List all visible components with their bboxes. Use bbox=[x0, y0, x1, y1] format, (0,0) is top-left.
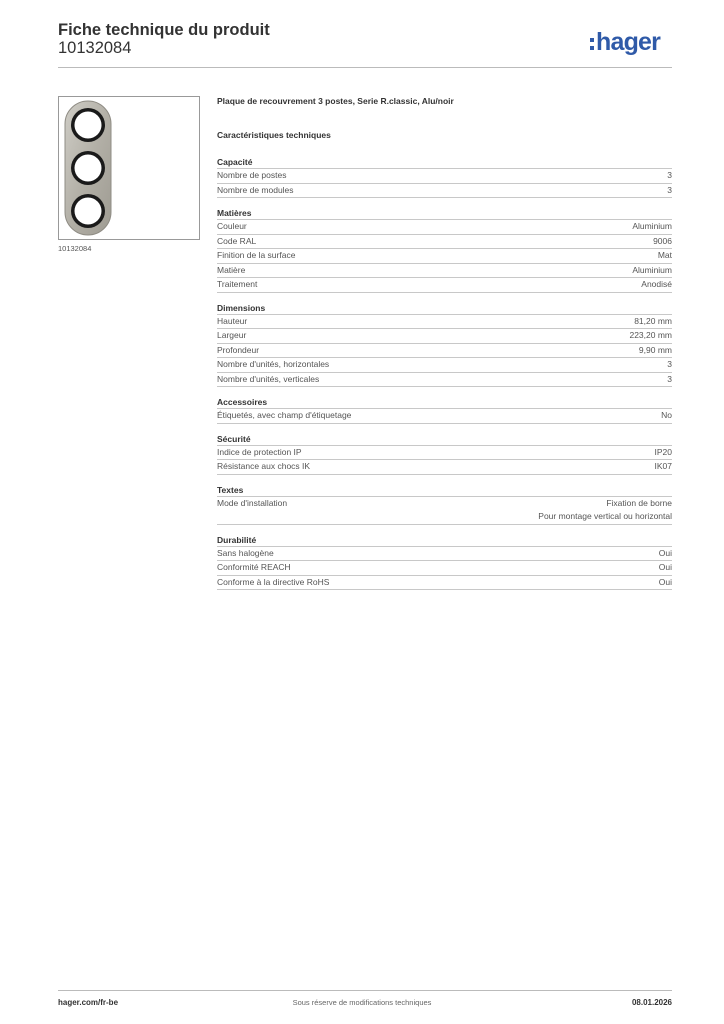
spec-table bbox=[217, 156, 672, 599]
footer-divider bbox=[58, 990, 672, 991]
spec-value-line: Oui bbox=[658, 562, 672, 572]
spec-value-line: Aluminium bbox=[632, 264, 672, 275]
spec-group bbox=[217, 433, 672, 475]
spec-label: Profondeur bbox=[217, 344, 260, 355]
spec-label: Nombre de modules bbox=[217, 184, 294, 195]
spec-label: Code RAL bbox=[217, 235, 257, 246]
spec-value-line: Oui bbox=[658, 547, 672, 558]
spec-group bbox=[217, 207, 672, 293]
spec-row bbox=[217, 329, 672, 344]
spec-row bbox=[217, 169, 672, 184]
spec-label: Hauteur bbox=[217, 315, 248, 326]
cover-plate-illustration bbox=[59, 97, 199, 239]
spec-value bbox=[641, 278, 672, 292]
spec-value-line: IP20 bbox=[654, 446, 672, 457]
page-title: Fiche technique du produit bbox=[58, 21, 270, 39]
spec-label: Nombre d'unités, horizontales bbox=[217, 359, 330, 369]
spec-row bbox=[217, 278, 672, 293]
spec-group bbox=[217, 156, 672, 198]
footer-disclaimer: Sous réserve de modifications techniques bbox=[292, 998, 432, 1007]
spec-label: Sans halogène bbox=[217, 547, 274, 558]
spec-row bbox=[217, 561, 672, 576]
hager-logo bbox=[590, 27, 660, 57]
spec-value bbox=[629, 329, 672, 343]
spec-row bbox=[217, 235, 672, 250]
spec-value bbox=[538, 497, 672, 524]
spec-value bbox=[659, 561, 672, 575]
spec-label: Traitement bbox=[217, 279, 258, 289]
spec-value-line: 223,20 mm bbox=[629, 330, 672, 340]
spec-value-line: Mat bbox=[657, 250, 672, 260]
header-divider bbox=[58, 67, 672, 68]
spec-group-title: Durabilité bbox=[217, 534, 672, 547]
spec-value bbox=[653, 235, 672, 249]
logo-wordmark: hager bbox=[596, 27, 661, 56]
spec-value bbox=[632, 264, 672, 278]
image-caption: 10132084 bbox=[58, 244, 92, 253]
spec-value bbox=[667, 373, 672, 387]
spec-row bbox=[217, 409, 672, 424]
spec-value bbox=[667, 169, 672, 183]
spec-row bbox=[217, 249, 672, 264]
spec-row bbox=[217, 373, 672, 388]
spec-value-line: Anodisé bbox=[641, 279, 672, 289]
spec-label: Nombre d'unités, verticales bbox=[217, 373, 320, 384]
spec-value bbox=[659, 547, 672, 561]
spec-label: Conformité REACH bbox=[217, 562, 291, 572]
spec-value-line: IK07 bbox=[654, 461, 672, 471]
spec-value-line: 3 bbox=[667, 359, 672, 369]
spec-label: Finition de la surface bbox=[217, 250, 296, 260]
logo-dots-icon bbox=[590, 38, 594, 50]
spec-row bbox=[217, 460, 672, 475]
spec-value bbox=[655, 460, 673, 474]
spec-group bbox=[217, 302, 672, 388]
spec-group-title: Accessoires bbox=[217, 396, 672, 409]
spec-value-line: Oui bbox=[658, 576, 672, 587]
spec-value-line: 81,20 mm bbox=[634, 315, 672, 326]
spec-value-line: Pour montage vertical ou horizontal bbox=[538, 511, 672, 521]
spec-heading: Caractéristiques techniques bbox=[217, 130, 331, 140]
spec-group-title: Sécurité bbox=[217, 433, 672, 446]
spec-value-line: Fixation de borne bbox=[606, 497, 672, 508]
spec-row bbox=[217, 184, 672, 199]
spec-row bbox=[217, 315, 672, 330]
spec-label: Indice de protection IP bbox=[217, 446, 302, 457]
spec-value bbox=[655, 446, 673, 460]
footer-date: 08.01.2026 bbox=[631, 998, 672, 1007]
spec-value bbox=[632, 220, 672, 234]
product-reference: 10132084 bbox=[58, 39, 132, 57]
spec-row bbox=[217, 264, 672, 279]
spec-group bbox=[217, 484, 672, 525]
spec-label: Nombre de postes bbox=[217, 170, 287, 180]
spec-row bbox=[217, 220, 672, 235]
spec-label: Largeur bbox=[217, 330, 247, 340]
spec-label: Résistance aux chocs IK bbox=[217, 461, 311, 471]
spec-group-title: Dimensions bbox=[217, 302, 672, 315]
spec-value-line: 9006 bbox=[653, 235, 672, 246]
footer-website-link[interactable]: hager.com/fr-be bbox=[58, 998, 119, 1007]
spec-value bbox=[639, 344, 672, 358]
spec-value bbox=[658, 249, 672, 263]
spec-row bbox=[217, 497, 672, 525]
spec-value-line: 9,90 mm bbox=[638, 344, 672, 355]
spec-row bbox=[217, 576, 672, 591]
spec-label: Étiquetés, avec champ d'étiquetage bbox=[217, 410, 352, 420]
spec-group bbox=[217, 396, 672, 424]
spec-value bbox=[659, 576, 672, 590]
spec-label: Mode d'installation bbox=[217, 497, 288, 508]
product-name: Plaque de recouvrement 3 postes, Serie R.classic, Alu/noir bbox=[217, 96, 454, 106]
spec-group-title: Matières bbox=[217, 207, 672, 220]
spec-label: Conforme à la directive RoHS bbox=[217, 576, 330, 587]
spec-row bbox=[217, 358, 672, 373]
spec-group-title: Capacité bbox=[217, 156, 672, 169]
spec-value bbox=[634, 315, 672, 329]
product-image bbox=[58, 96, 200, 240]
spec-value-line: 3 bbox=[667, 373, 672, 384]
spec-label: Couleur bbox=[217, 221, 247, 231]
spec-value-line: 3 bbox=[667, 184, 672, 195]
spec-value bbox=[667, 184, 672, 198]
spec-value bbox=[667, 358, 672, 372]
spec-group-title: Textes bbox=[217, 484, 672, 497]
spec-value-line: No bbox=[661, 410, 672, 420]
spec-row bbox=[217, 446, 672, 461]
spec-group bbox=[217, 534, 672, 591]
spec-row bbox=[217, 344, 672, 359]
spec-label: Matière bbox=[217, 264, 246, 275]
spec-value-line: 3 bbox=[667, 170, 672, 180]
spec-row bbox=[217, 547, 672, 562]
spec-value-line: Aluminium bbox=[632, 221, 672, 231]
spec-value bbox=[661, 409, 672, 423]
